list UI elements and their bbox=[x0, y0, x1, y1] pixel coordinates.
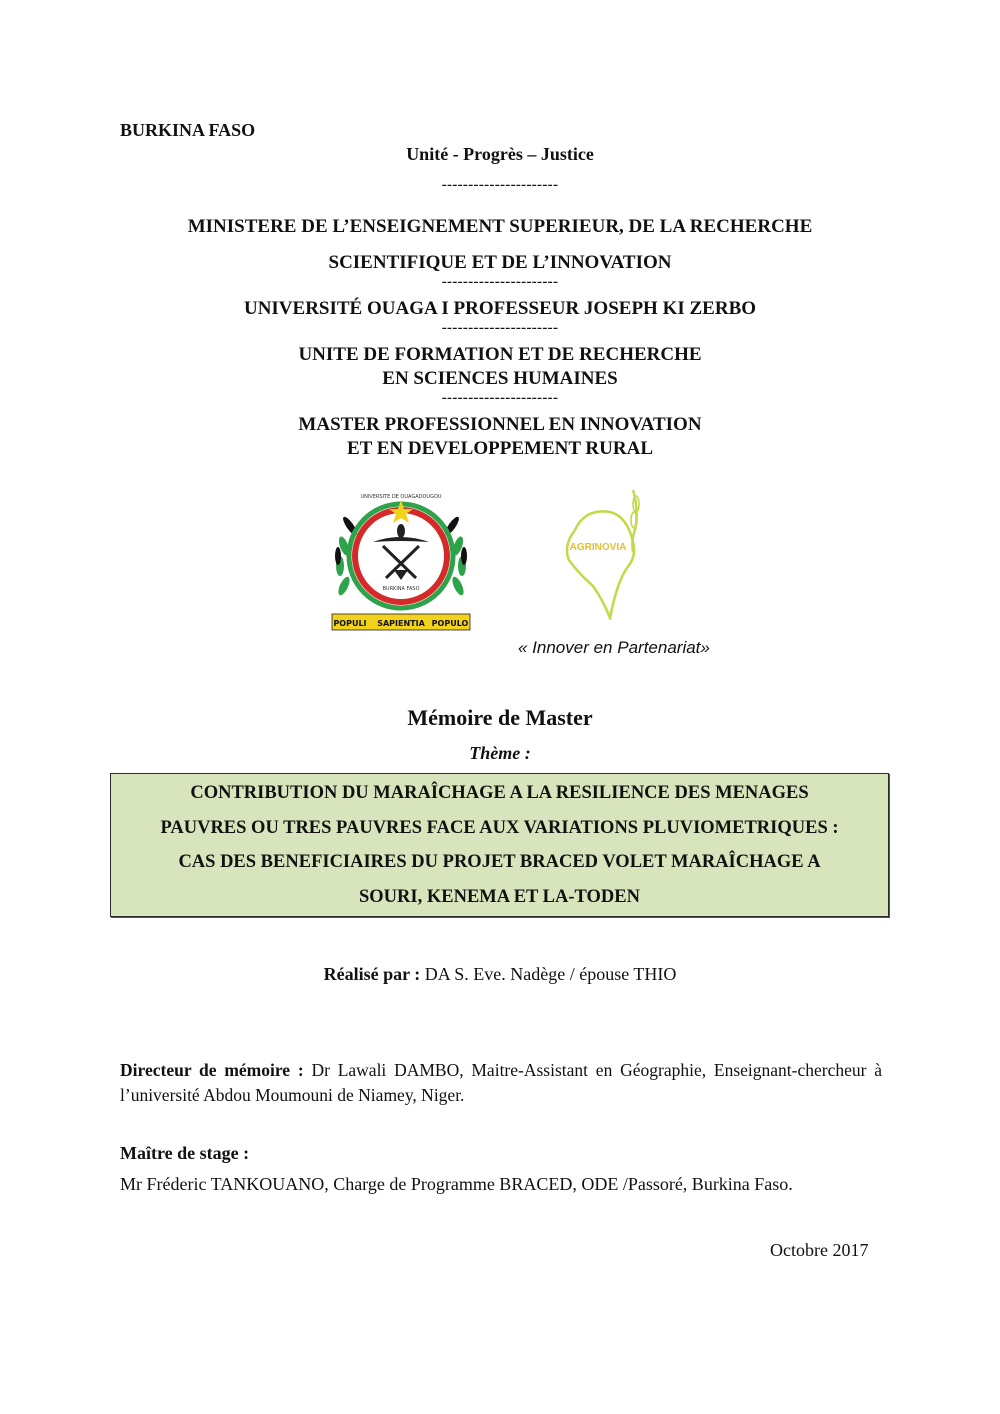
director-paragraph bbox=[120, 1058, 882, 1108]
svg-text:BURKINA FASO: BURKINA FASO bbox=[382, 586, 420, 592]
ufr-line-2: EN SCIENCES HUMAINES bbox=[382, 368, 618, 389]
theme-title-line: SOURI, KENEMA ET LA-TODEN bbox=[359, 886, 640, 907]
svg-text:AGRINOVIA: AGRINOVIA bbox=[569, 542, 627, 553]
submission-date: Octobre 2017 bbox=[770, 1240, 869, 1260]
supervisor-details: Mr Fréderic TANKOUANO, Charge de Programme BRACED, ODE /Passoré, Burkina Faso. bbox=[120, 1174, 793, 1194]
director-label: Directeur de mémoire : bbox=[120, 1060, 304, 1080]
university-name: UNIVERSITÉ OUAGA I PROFESSEUR JOSEPH KI ZERBO bbox=[243, 298, 757, 319]
agrinovia-logo-icon bbox=[555, 490, 655, 620]
master-program-line-2: ET EN DEVELOPPEMENT RURAL bbox=[347, 438, 653, 459]
separator: ---------------------- bbox=[441, 390, 559, 406]
theme-label: Thème : bbox=[469, 743, 531, 763]
ministry-line-2: SCIENTIFIQUE ET DE L’INNOVATION bbox=[328, 252, 672, 273]
separator: ---------------------- bbox=[441, 274, 559, 290]
separator: ---------------------- bbox=[441, 320, 559, 336]
svg-text:POPULI: POPULI bbox=[333, 619, 367, 628]
theme-title-line: PAUVRES OU TRES PAUVRES FACE AUX VARIATIONS PLUVIOMETRIQUES : bbox=[160, 817, 839, 838]
supervisor-label: Maître de stage : bbox=[120, 1143, 250, 1163]
svg-text:UNIVERSITE DE OUAGADOUGOU: UNIVERSITE DE OUAGADOUGOU bbox=[360, 494, 442, 500]
director-details: Dr Lawali DAMBO, Maitre-Assistant en Géographie, Enseignant-chercheur à l’université Abdou Moumouni de Niamey, Niger. bbox=[120, 1060, 882, 1105]
author-label: Réalisé par : bbox=[323, 964, 421, 984]
separator: ---------------------- bbox=[441, 177, 559, 193]
author-name: DA S. Eve. Nadège / épouse THIO bbox=[420, 964, 677, 984]
master-program-line-1: MASTER PROFESSIONNEL EN INNOVATION bbox=[298, 414, 702, 435]
country-name: BURKINA FASO bbox=[120, 120, 256, 140]
theme-title-box bbox=[110, 773, 889, 917]
ministry-line-1: MINISTERE DE L’ENSEIGNEMENT SUPERIEUR, DE LA RECHERCHE bbox=[187, 216, 813, 237]
theme-title-line: CAS DES BENEFICIAIRES DU PROJET BRACED VOLET MARAÎCHAGE A bbox=[178, 852, 821, 872]
university-seal-icon bbox=[328, 486, 474, 634]
national-motto: Unité - Progrès – Justice bbox=[406, 144, 594, 164]
partnership-slogan: « Innover en Partenariat» bbox=[518, 638, 710, 657]
ufr-line-1: UNITE DE FORMATION ET DE RECHERCHE bbox=[298, 344, 702, 365]
svg-text:POPULO: POPULO bbox=[431, 619, 469, 628]
svg-text:SAPIENTIA: SAPIENTIA bbox=[377, 619, 425, 628]
theme-title-line: CONTRIBUTION DU MARAÎCHAGE A LA RESILIENCE DES MENAGES bbox=[190, 783, 809, 803]
author-line bbox=[0, 964, 1000, 985]
document-type: Mémoire de Master bbox=[407, 705, 593, 730]
